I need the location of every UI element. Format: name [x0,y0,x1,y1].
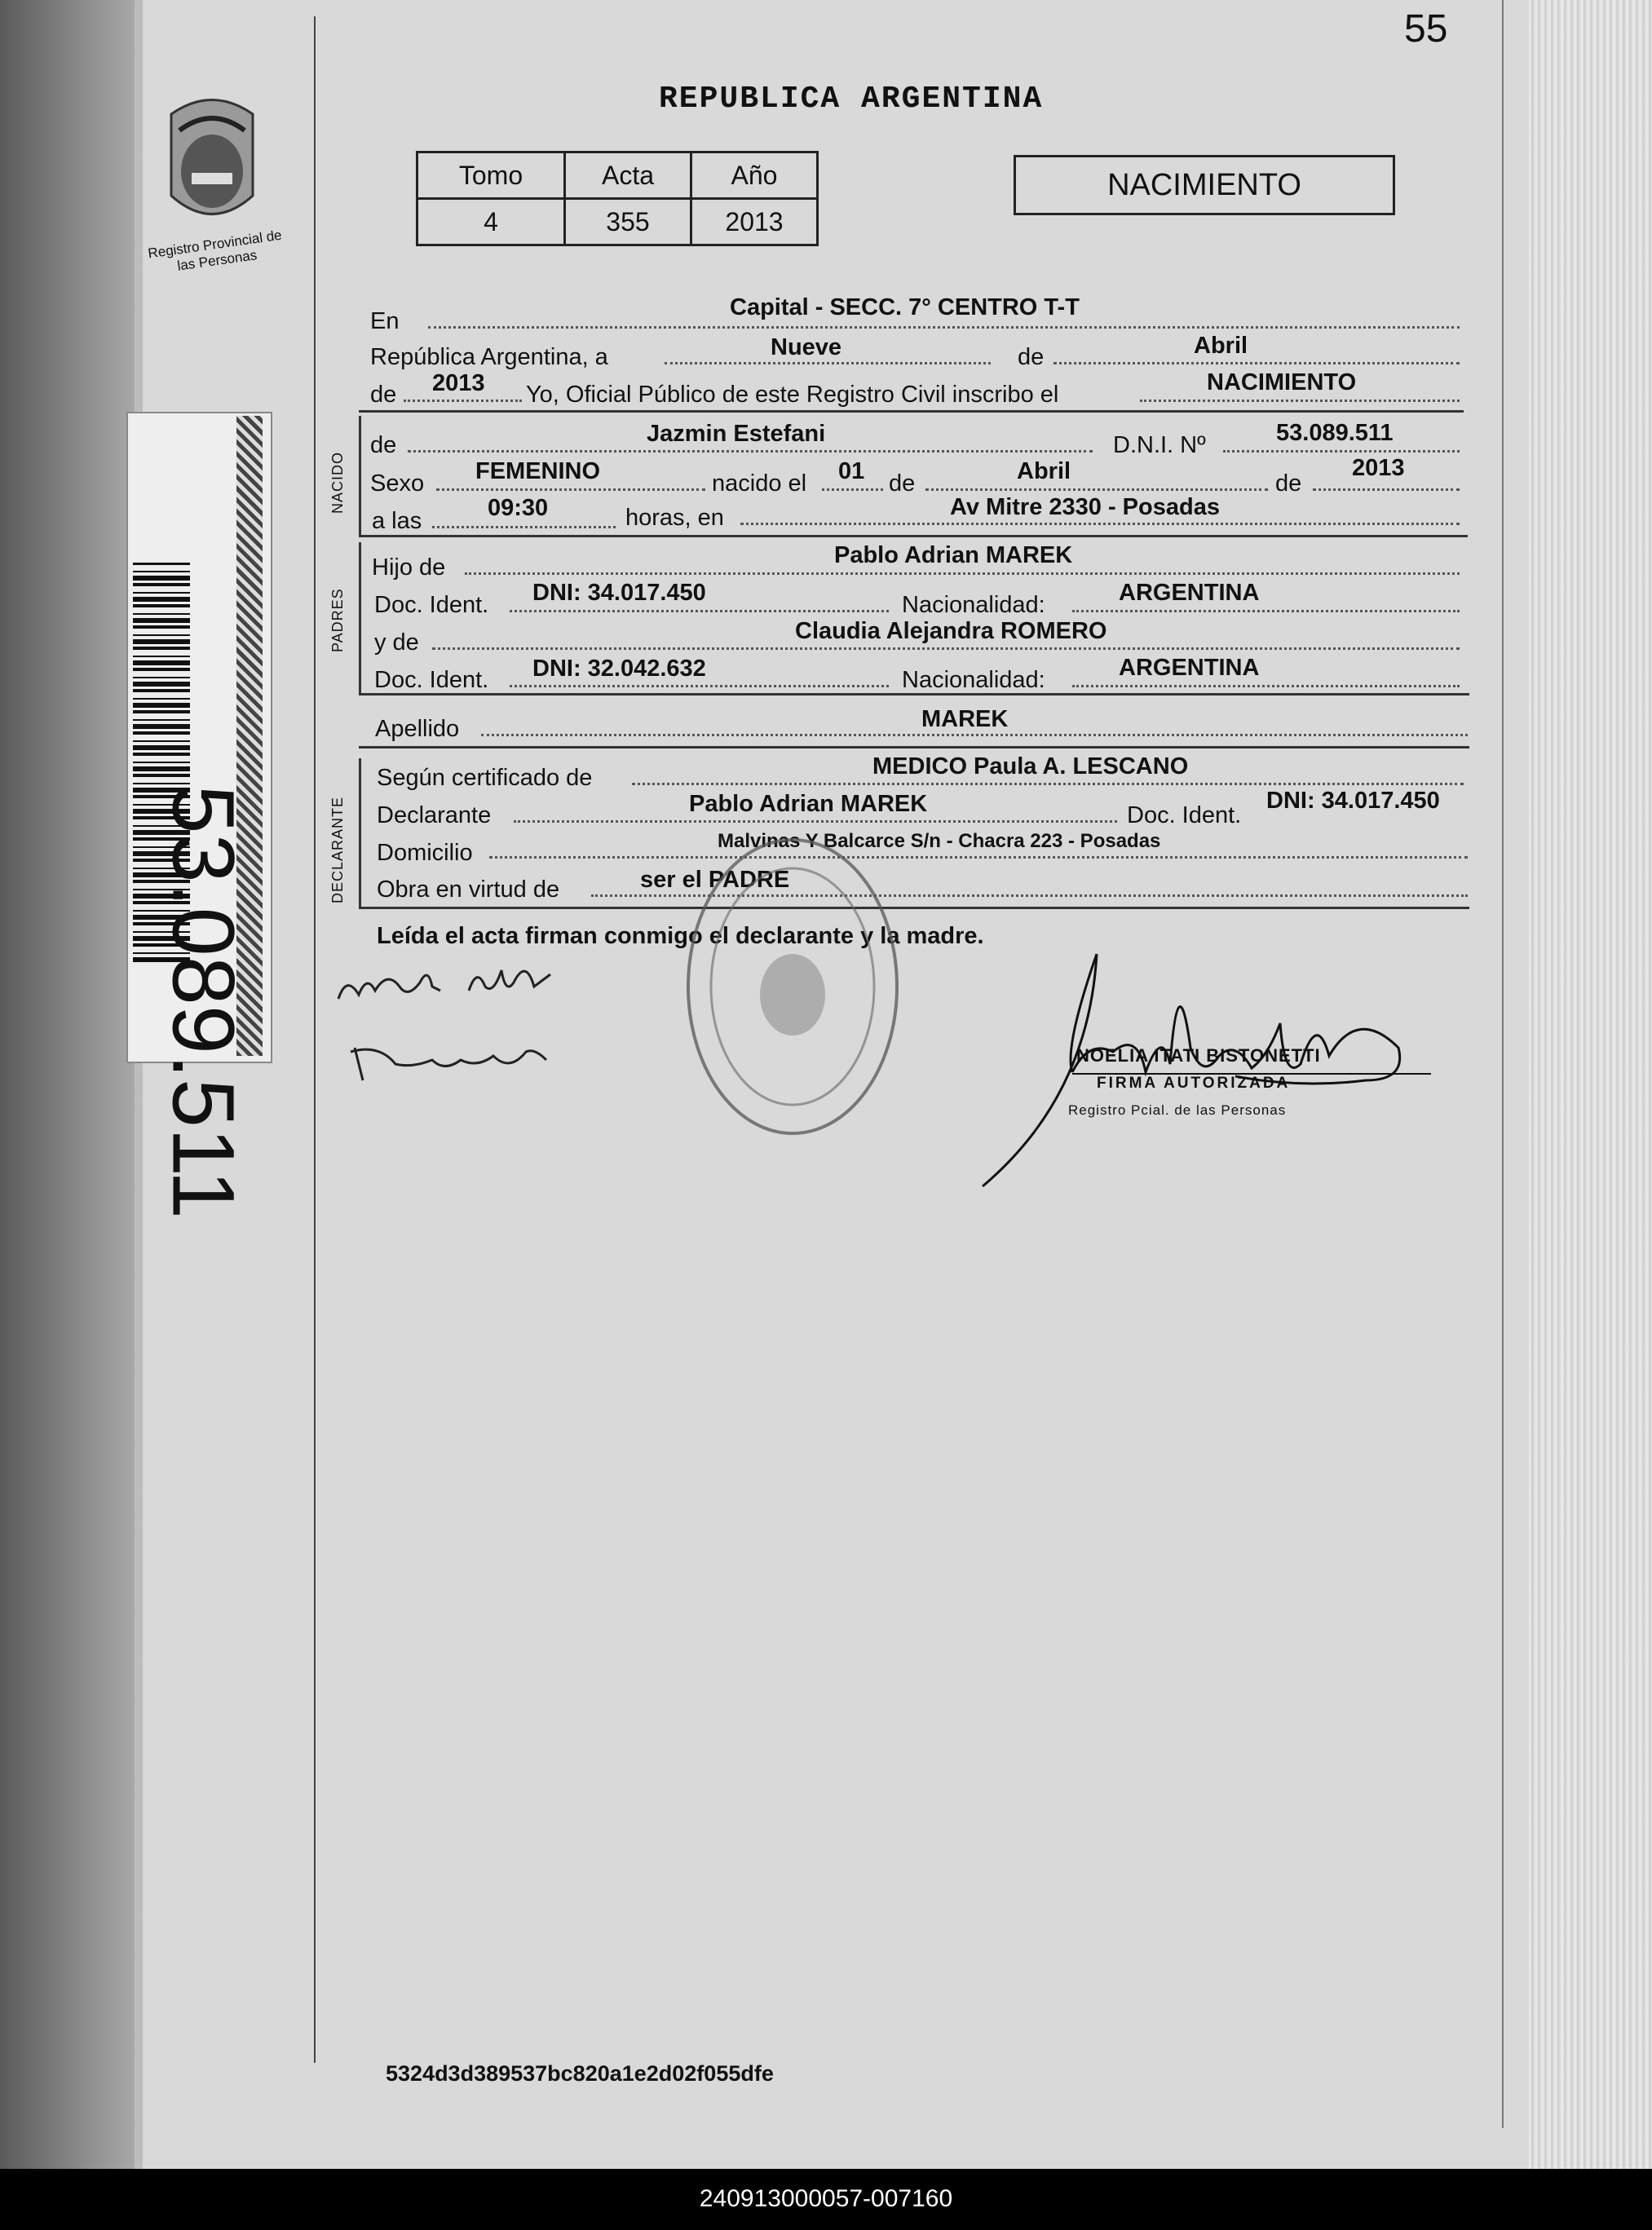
page-number: 55 [1404,7,1448,51]
dots-nombre [408,448,1093,453]
section-divider-5 [359,907,1469,909]
label-horas-en: horas, en [625,505,724,531]
label-de-mes: de [1018,344,1045,370]
value-sexo: FEMENINO [475,458,601,484]
dots-nac-anio [1313,487,1460,491]
value-mes: Abril [1194,333,1248,359]
document-hash: 5324d3d389537bc820a1e2d02f055dfe [386,2061,774,2086]
value-apellido: MAREK [921,706,1009,732]
dots-doc-padre [510,608,889,612]
official-seal-stamp [681,832,905,1141]
value-nac-mes: Abril [1017,458,1071,484]
label-doc-declarante: Doc. Ident. [1127,802,1242,828]
label-y-de: y de [374,629,419,656]
label-nac-madre: Nacionalidad: [902,667,1045,693]
value-declarante: Pablo Adrian MAREK [689,791,928,817]
label-nac-padre: Nacionalidad: [902,592,1045,618]
document-title: REPUBLICA ARGENTINA [659,82,1044,117]
registry-logo [155,82,269,236]
section-divider-1 [359,410,1464,413]
value-nac-dia: 01 [838,458,865,484]
label-de-nombre: de [370,432,397,458]
value-lugar: Capital - SECC. 7° CENTRO T-T [730,294,1080,320]
section-bracket-nacido [359,416,361,537]
value-nombre: Jazmin Estefani [647,421,826,447]
registry-logo-caption: Registro Provincial de las Personas [147,227,283,274]
dots-mes [1053,360,1460,364]
value-dia: Nueve [771,334,842,360]
label-sexo: Sexo [370,470,425,497]
label-dni: D.N.I. Nº [1113,432,1206,458]
label-declarante: Declarante [377,802,492,828]
section-label-declarante: DECLARANTE [329,796,346,903]
value-padre-doc: DNI: 34.017.450 [532,580,706,606]
dots-en [428,325,1460,329]
table-value-acta: 355 [565,199,691,245]
label-a-las: a las [372,508,422,534]
table-value-tomo: 4 [417,199,565,245]
dots-dni [1223,448,1460,453]
dots-madre [432,646,1460,650]
closing-statement: Leída el acta firman conmigo el declarante y la madre. [377,923,984,949]
value-obra: ser el PADRE [640,867,790,893]
dots-nac-mes [925,487,1268,491]
dots-anio [404,398,522,402]
dots-nac-dia [822,487,883,491]
value-declarante-doc: DNI: 34.017.450 [1266,788,1440,814]
value-madre: Claudia Alejandra ROMERO [795,618,1107,644]
label-domicilio: Domicilio [377,840,473,866]
dots-certificado [632,781,1464,785]
handwritten-signature-declarante [330,950,583,1113]
value-nac-anio: 2013 [1352,455,1405,481]
value-tipo: NACIMIENTO [1207,369,1357,395]
value-padre: Pablo Adrian MAREK [834,542,1073,568]
dots-declarante [514,819,1117,823]
label-republica: República Argentina, a [370,344,608,370]
dots-domicilio [489,854,1468,859]
signatory-title: FIRMA AUTORIZADA [1097,1075,1291,1092]
footer-identifier: 240913000057-007160 [699,2185,953,2212]
dots-padre [465,571,1460,575]
value-padre-nac: ARGENTINA [1119,580,1260,606]
label-de-anio: de [370,382,397,408]
dots-lugar-nac [740,521,1460,525]
section-label-padres: PADRES [329,588,346,652]
value-certificado: MEDICO Paula A. LESCANO [872,753,1189,779]
book-right-edge [1513,0,1652,2169]
book-spine-shadow [0,0,135,2169]
label-doc-madre: Doc. Ident. [374,667,489,693]
table-value-anio: 2013 [691,199,818,245]
section-bracket-declarante [359,758,361,909]
section-divider-2 [359,535,1468,537]
label-de-nac-mes: de [889,470,916,497]
signatory-name: NOELIA ITATI BISTONETTI [1076,1045,1321,1066]
section-divider-4 [359,746,1469,748]
label-segun: Según certificado de [377,765,593,791]
value-madre-doc: DNI: 32.042.632 [532,656,706,682]
dots-doc-madre [510,683,889,687]
value-hora: 09:30 [488,495,549,521]
table-header-acta: Acta [565,152,691,199]
value-domicilio: Malvinas Y Balcarce S/n - Chacra 223 - Posadas [718,830,1161,852]
section-label-nacido: NACIDO [329,451,346,514]
section-divider-3 [359,693,1469,695]
table-header-tomo: Tomo [417,152,565,199]
record-index-table [416,151,819,246]
signatory-registry: Registro Pcial. de las Personas [1068,1102,1287,1118]
table-header-anio: Año [691,152,818,199]
label-de-nac-anio: de [1275,470,1302,497]
value-lugar-nac: Av Mitre 2330 - Posadas [950,494,1220,520]
dots-nac-padre [1072,608,1460,612]
label-obra: Obra en virtud de [377,877,560,903]
label-hijo-de: Hijo de [372,554,446,581]
official-signature [974,950,1439,1194]
value-anio: 2013 [432,370,485,396]
value-dni: 53.089.511 [1276,420,1394,446]
label-en: En [370,308,400,334]
value-madre-nac: ARGENTINA [1119,655,1260,681]
record-type-box: NACIMIENTO [1014,155,1395,215]
page-border-right [1502,0,1504,2128]
label-doc-padre: Doc. Ident. [374,592,489,618]
label-apellido: Apellido [375,716,460,742]
dots-sexo [436,487,705,491]
label-yo: Yo, Oficial Público de este Registro Civil inscribo el [526,382,1059,408]
label-nacido-el: nacido el [712,470,807,497]
dots-nac-madre [1072,683,1460,687]
page-margin-line [314,16,316,2063]
dots-hora [432,524,616,528]
section-bracket-padres [359,542,361,693]
dots-tipo [1140,398,1460,402]
